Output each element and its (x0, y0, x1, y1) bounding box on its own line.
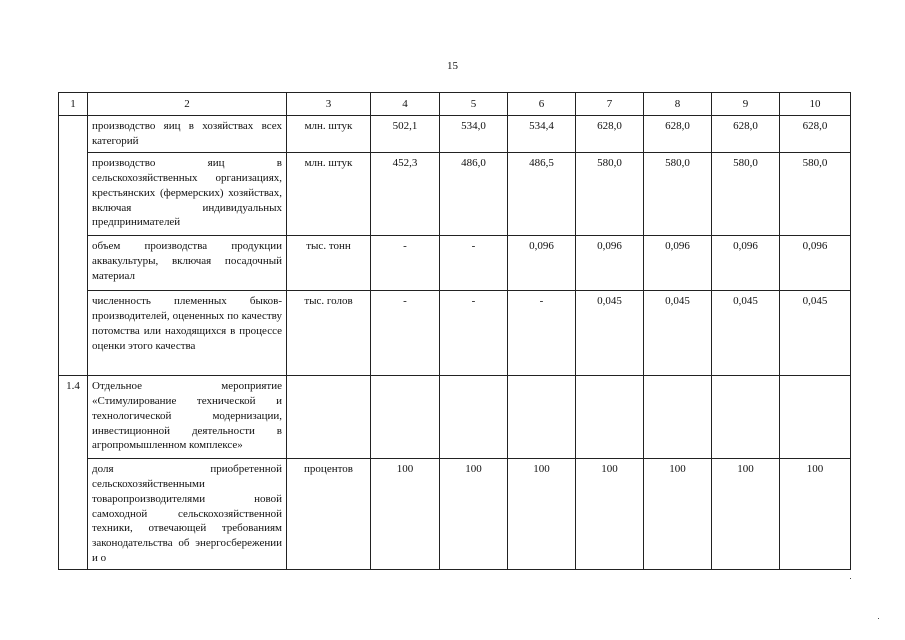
column-header: 6 (508, 93, 576, 116)
value-cell (780, 376, 851, 459)
value-cell: 100 (576, 459, 644, 570)
value-cell: 100 (440, 459, 508, 570)
value-cell: 628,0 (576, 116, 644, 153)
value-cell: 580,0 (712, 153, 780, 236)
value-cell: - (440, 236, 508, 291)
value-cell (576, 376, 644, 459)
indicator-name: производство яиц в хозяйствах всех категорий (88, 116, 287, 153)
column-header: 4 (371, 93, 440, 116)
column-header: 2 (88, 93, 287, 116)
value-cell: 0,096 (644, 236, 712, 291)
value-cell: 100 (644, 459, 712, 570)
value-cell: - (371, 236, 440, 291)
value-cell: 486,5 (508, 153, 576, 236)
value-cell: 580,0 (644, 153, 712, 236)
value-cell: 502,1 (371, 116, 440, 153)
header-row (59, 93, 851, 116)
column-header: 5 (440, 93, 508, 116)
scan-speck (850, 578, 851, 579)
row-number (59, 116, 88, 376)
value-cell: - (440, 291, 508, 376)
value-cell (644, 376, 712, 459)
value-cell: 534,0 (440, 116, 508, 153)
page-number: 15 (447, 60, 458, 72)
unit-cell: процентов (287, 459, 371, 570)
value-cell: 100 (712, 459, 780, 570)
value-cell: 0,045 (576, 291, 644, 376)
indicator-name: численность племенных быков-производителей, оцененных по качеству потомства или находящихся в процессе оценки этого качества (88, 291, 287, 376)
row-number: 1.4 (59, 376, 88, 570)
column-header: 3 (287, 93, 371, 116)
table-row (59, 116, 851, 153)
value-cell: 580,0 (780, 153, 851, 236)
unit-cell: млн. штук (287, 116, 371, 153)
column-header: 7 (576, 93, 644, 116)
table-row (59, 291, 851, 376)
value-cell: 628,0 (780, 116, 851, 153)
value-cell (440, 376, 508, 459)
value-cell: 0,045 (644, 291, 712, 376)
column-header: 1 (59, 93, 88, 116)
indicator-name: объем производства продукции аквакультуры, включая посадочный материал (88, 236, 287, 291)
indicator-name: Отдельное мероприятие «Стимулирование технической и технологической модернизации, инвестиционной деятельности в агропромышленном комплексе» (88, 376, 287, 459)
value-cell: 628,0 (644, 116, 712, 153)
table-row (59, 153, 851, 236)
value-cell: - (371, 291, 440, 376)
value-cell: 486,0 (440, 153, 508, 236)
indicator-name: производство яиц в сельскохозяйственных организациях, крестьянских (фермерских) хозяйствах, включая индивидуальных предпринимателей (88, 153, 287, 236)
value-cell: 0,045 (780, 291, 851, 376)
scan-speck (878, 618, 879, 619)
value-cell: 100 (508, 459, 576, 570)
value-cell: 628,0 (712, 116, 780, 153)
column-header: 8 (644, 93, 712, 116)
column-header: 10 (780, 93, 851, 116)
value-cell: 0,045 (712, 291, 780, 376)
value-cell (371, 376, 440, 459)
unit-cell (287, 376, 371, 459)
value-cell: 0,096 (780, 236, 851, 291)
value-cell: 580,0 (576, 153, 644, 236)
unit-cell: млн. штук (287, 153, 371, 236)
table-row (59, 459, 851, 570)
unit-cell: тыс. тонн (287, 236, 371, 291)
indicator-name: доля приобретенной сельскохозяйственными товаропроизводителями новой самоходной сельскохозяйственной техники, отвечающей требованиям законодательства об энергосбережении и о (88, 459, 287, 570)
column-header: 9 (712, 93, 780, 116)
table-row (59, 236, 851, 291)
value-cell: 100 (371, 459, 440, 570)
value-cell: 0,096 (508, 236, 576, 291)
table-row (59, 376, 851, 459)
value-cell: 0,096 (712, 236, 780, 291)
value-cell: 0,096 (576, 236, 644, 291)
value-cell: 100 (780, 459, 851, 570)
value-cell: 534,4 (508, 116, 576, 153)
data-table (58, 92, 851, 570)
value-cell: 452,3 (371, 153, 440, 236)
value-cell (508, 376, 576, 459)
value-cell: - (508, 291, 576, 376)
value-cell (712, 376, 780, 459)
unit-cell: тыс. голов (287, 291, 371, 376)
